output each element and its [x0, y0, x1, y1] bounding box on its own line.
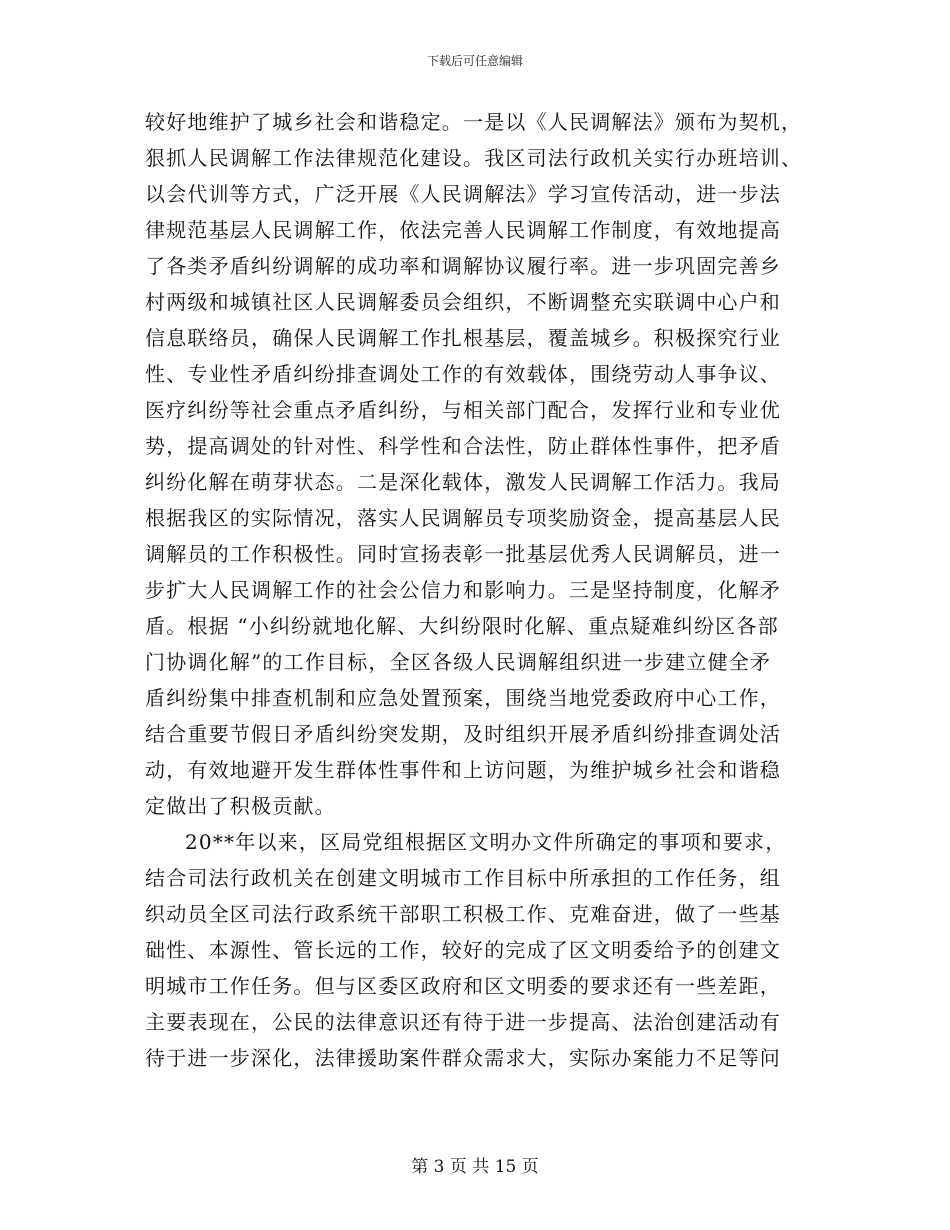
text-line: 了各类矛盾纠纷调解的成功率和调解协议履行率。进一步巩固完善乡 — [145, 254, 781, 278]
text-line: 纠纷化解在萌芽状态。二是深化载体，激发人民调解工作活力。我局 — [145, 470, 781, 494]
paragraph-first-line: 20**年以来，区局党组根据区文明办文件所确定的事项和要求， — [185, 830, 787, 854]
text-line: 步扩大人民调解工作的社会公信力和影响力。三是坚持制度，化解矛 — [145, 578, 781, 602]
text-line: 以会代训等方式，广泛开展《人民调解法》学习宣传活动，进一步法 — [145, 182, 781, 206]
text-line: 盾。根据 “小纠纷就地化解、大纠纷限时化解、重点疑难纠纷区各部 — [145, 614, 779, 638]
text-line: 根据我区的实际情况，落实人民调解员专项奖励资金，提高基层人民 — [145, 506, 781, 530]
page-number: 第 3 页 共 15 页 — [411, 1157, 539, 1177]
text-line: 信息联络员，确保人民调解工作扎根基层，覆盖城乡。积极探究行业 — [145, 326, 781, 350]
text-line: 律规范基层人民调解工作，依法完善人民调解工作制度，有效地提高 — [145, 218, 781, 242]
text-line: 势，提高调处的针对性、科学性和合法性，防止群体性事件，把矛盾 — [145, 434, 781, 458]
text-line: 主要表现在，公民的法律意识还有待于进一步提高、法治创建活动有 — [145, 1010, 781, 1034]
text-line: 门协调化解”的工作目标，全区各级人民调解组织进一步建立健全矛 — [145, 650, 772, 674]
text-line: 织动员全区司法行政系统干部职工积极工作、克难奋进，做了一些基 — [145, 902, 781, 926]
text-line: 结合重要节假日矛盾纠纷突发期，及时组织开展矛盾纠纷排查调处活 — [145, 722, 781, 746]
page-header: 下载后可任意编辑 — [426, 54, 523, 68]
text-line: 盾纠纷集中排查机制和应急处置预案，围绕当地党委政府中心工作， — [145, 686, 781, 710]
text-line: 待于进一步深化，法律援助案件群众需求大，实际办案能力不足等问 — [145, 1046, 781, 1070]
text-line: 性、专业性矛盾纠纷排查调处工作的有效载体，围绕劳动人事争议、 — [145, 362, 781, 386]
text-line: 医疗纠纷等社会重点矛盾纠纷，与相关部门配合，发挥行业和专业优 — [145, 398, 781, 422]
text-line: 础性、本源性、管长远的工作，较好的完成了区文明委给予的创建文 — [145, 938, 781, 962]
text-line: 狠抓人民调解工作法律规范化建设。我区司法行政机关实行办班培训、 — [145, 146, 803, 170]
text-line: 较好地维护了城乡社会和谐稳定。一是以《人民调解法》颁布为契机， — [145, 110, 803, 134]
text-line: 调解员的工作积极性。同时宣扬表彰一批基层优秀人民调解员，进一 — [145, 542, 781, 566]
text-line: 村两级和城镇社区人民调解委员会组织，不断调整充实联调中心户和 — [145, 290, 781, 314]
text-line: 明城市工作任务。但与区委区政府和区文明委的要求还有一些差距， — [145, 974, 781, 998]
text-line: 定做出了积极贡献。 — [145, 794, 336, 818]
text-line: 结合司法行政机关在创建文明城市工作目标中所承担的工作任务，组 — [145, 866, 781, 890]
document-body — [145, 104, 810, 1076]
text-line: 动，有效地避开发生群体性事件和上访问题，为维护城乡社会和谐稳 — [145, 758, 781, 782]
